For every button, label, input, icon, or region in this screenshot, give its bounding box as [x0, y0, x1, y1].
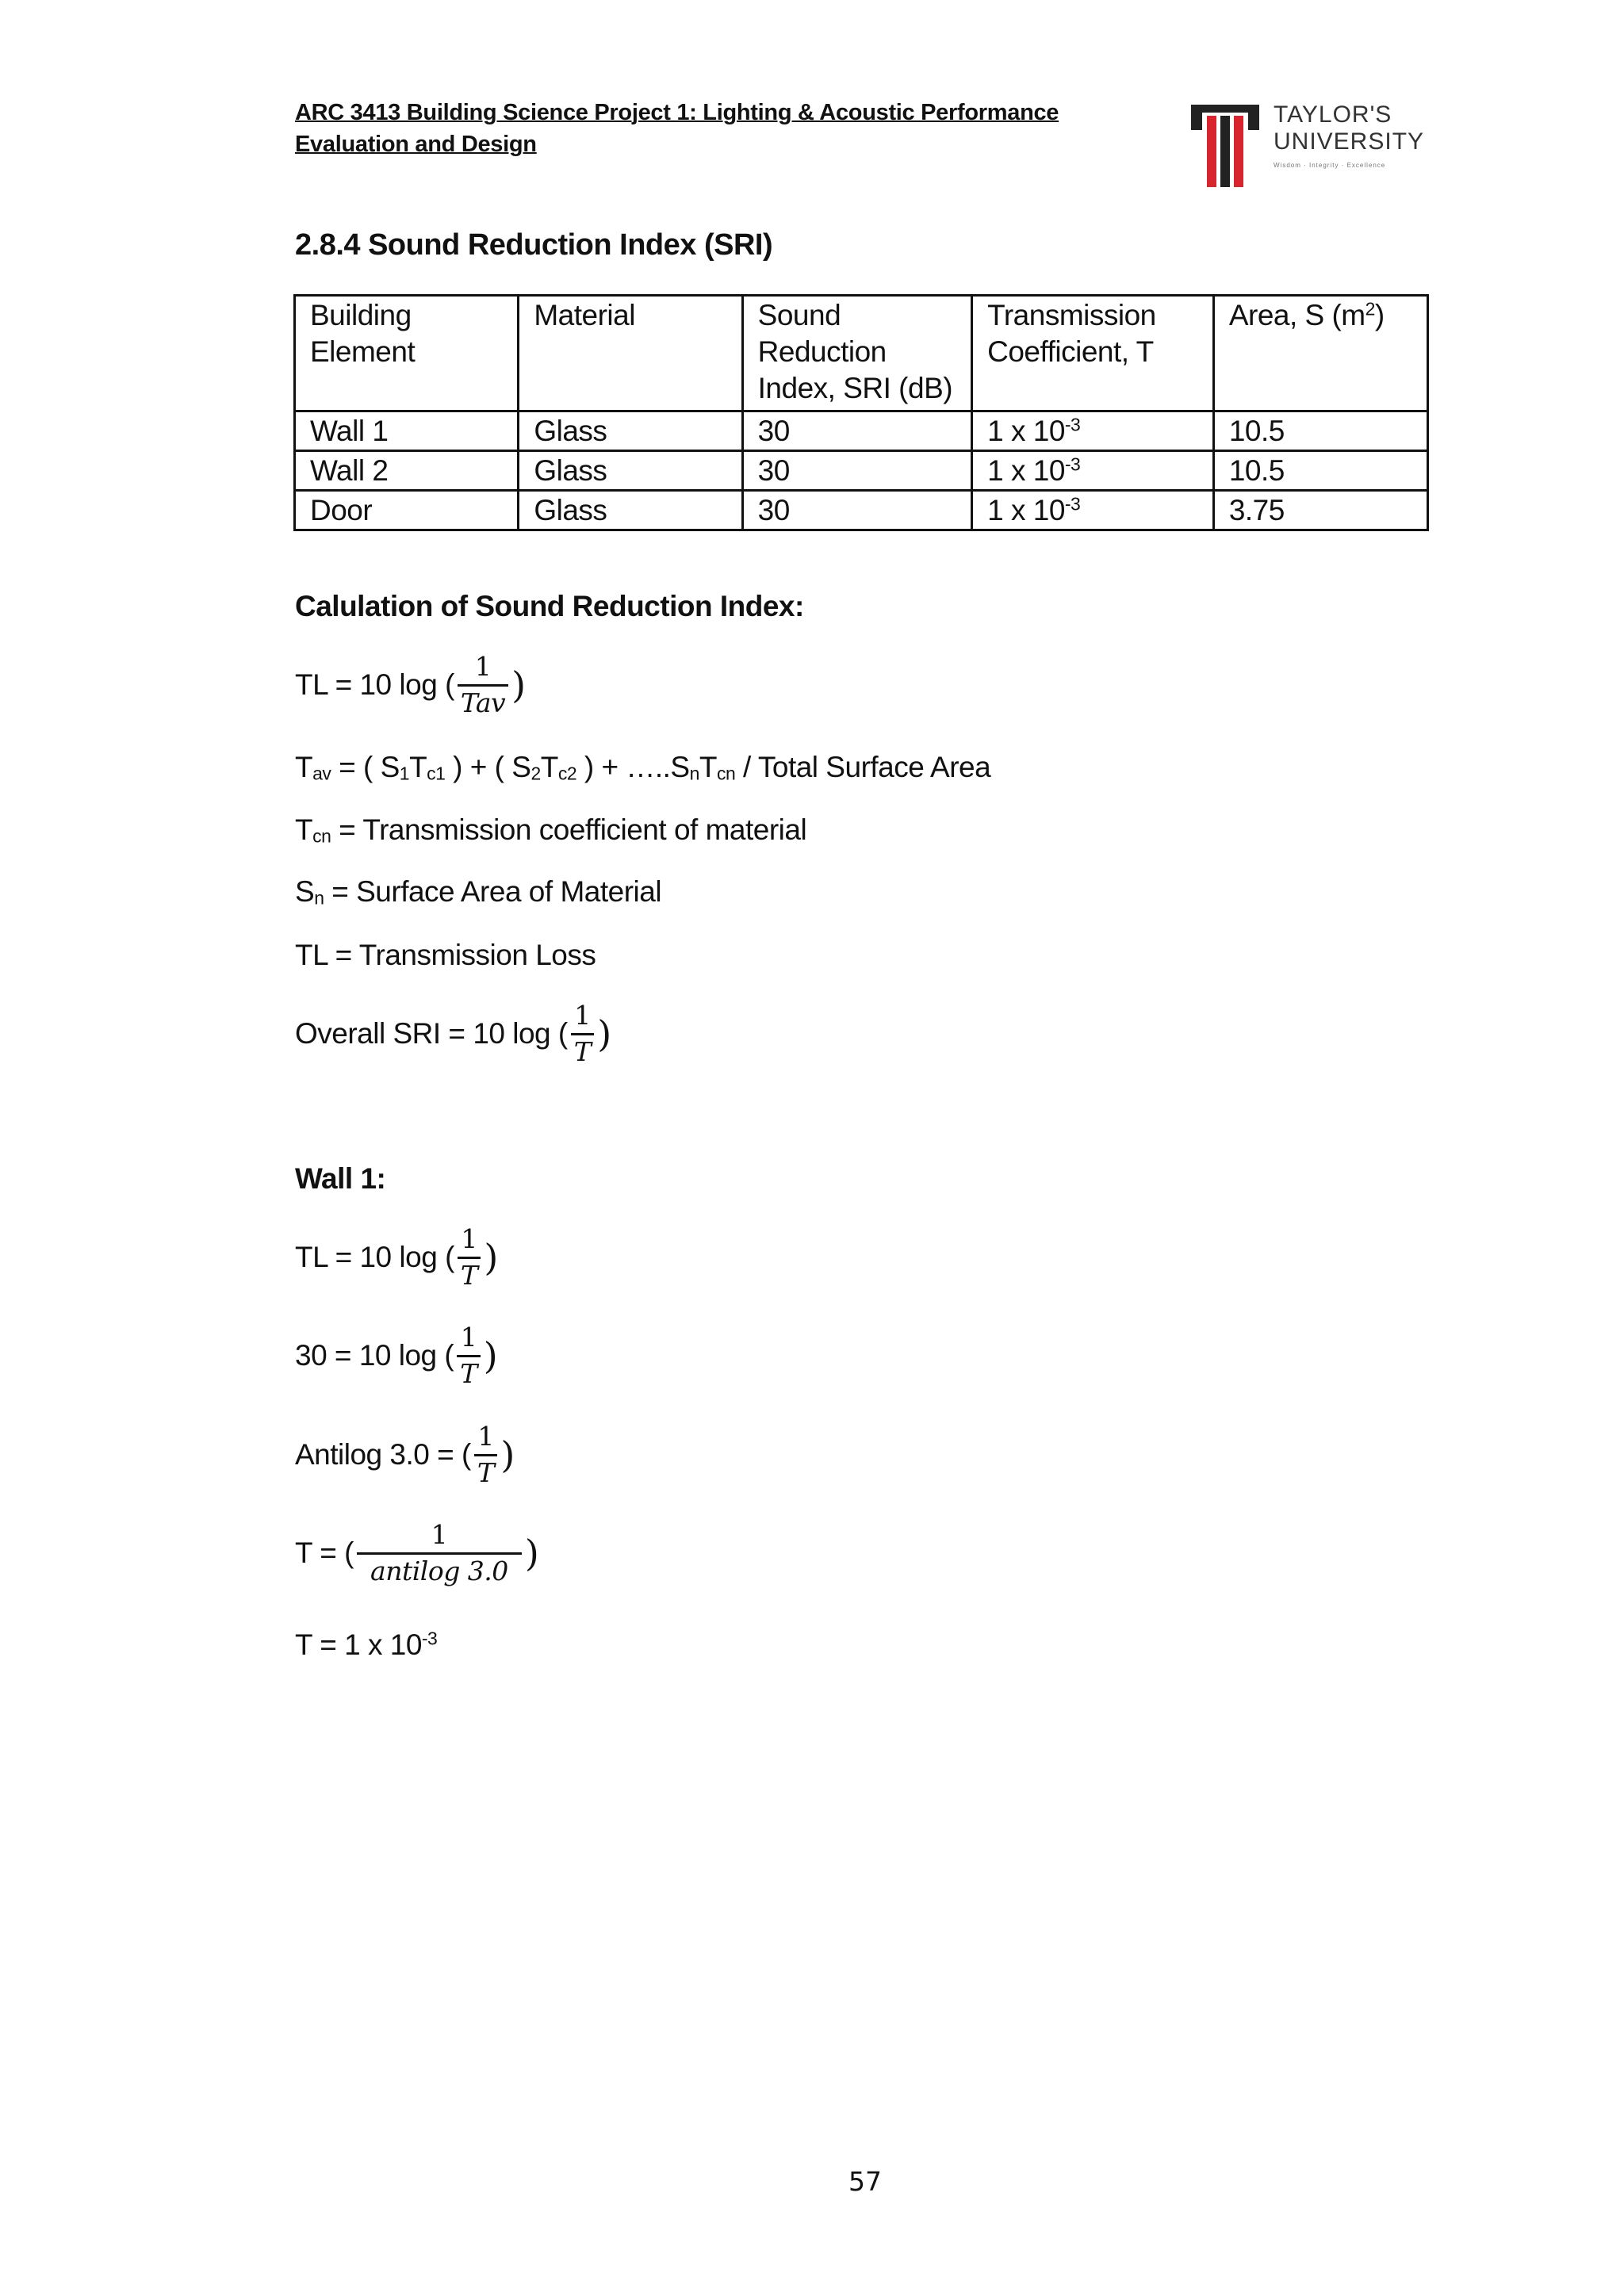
cell-coefficient: 1 x $10^{-3}$: [972, 451, 1214, 491]
tl-formula: TL = 10 log ( $\frac{1}{\text{Tav}}$ ): [295, 651, 526, 718]
table-header-row: [295, 296, 1428, 411]
header-material: Material: [519, 296, 742, 411]
cell-area: 10.5: [1213, 411, 1427, 451]
header-sri: Sound Reduction Index, SRI (dB): [742, 296, 971, 411]
cell-material: Glass: [519, 491, 742, 530]
cell-element: Wall 2: [295, 451, 519, 491]
cell-sri: 30: [742, 491, 971, 530]
document-header: [295, 97, 1059, 160]
wall1-eq1: TL = 10 log ( $\frac{1}{T}$ ): [295, 1223, 498, 1291]
fraction: $\frac{1}{T}$: [571, 1001, 595, 1067]
taylors-crest-icon: [1189, 101, 1261, 189]
university-logo: [1189, 101, 1427, 189]
cell-sri: 30: [742, 451, 971, 491]
wall1-title: Wall 1:: [295, 1162, 386, 1195]
cell-element: Wall 1: [295, 411, 519, 451]
section-title: 2.8.4 Sound Reduction Index (SRI): [295, 228, 773, 262]
fraction: $\frac{1}{\text{Tav}}$: [458, 652, 508, 718]
cell-material: Glass: [519, 411, 742, 451]
fraction: $\frac{1}{T}$: [458, 1224, 481, 1291]
header-transmission-coefficient: Transmission Coefficient, T: [972, 296, 1214, 411]
wall1-result: T = 1 x $10^{-3}$: [295, 1628, 438, 1661]
fraction: $\frac{1}{T}$: [457, 1322, 481, 1389]
wall1-eq3: Antilog 3.0 = ( $\frac{1}{T}$ ): [295, 1421, 515, 1488]
wall1-eq4: T = ( $\frac{1}{\text{antilog 3.0}}$ ): [295, 1519, 539, 1586]
cell-sri: 30: [742, 411, 971, 451]
fraction: $\frac{1}{\text{antilog 3.0}}$: [357, 1520, 522, 1586]
page-number: 57: [848, 2166, 882, 2197]
calculation-title: Calulation of Sound Reduction Index:: [295, 590, 804, 622]
fraction: $\frac{1}{T}$: [474, 1422, 498, 1488]
header-line-1: ARC 3413 Building Science Project 1: Lighting & Acoustic Performance: [295, 100, 1059, 125]
cell-element: Door: [295, 491, 519, 530]
wall1-eq2: 30 = 10 log ( $\frac{1}{T}$ ): [295, 1322, 498, 1389]
cell-material: Glass: [519, 451, 742, 491]
cell-coefficient: 1 x $10^{-3}$: [972, 411, 1214, 451]
header-area: Area, S $(m^2)$: [1213, 296, 1427, 411]
tav-definition: $T_{av}$ = ( $S_1T_{c1}$ ) + ( $S_2T_{c2}$ ) + $\dots..S_nT_{cn}$ / Total Surface Area: [295, 751, 991, 784]
logo-motto: Wisdom · Integrity · Excellence: [1274, 162, 1386, 169]
logo-name: [1274, 101, 1424, 155]
header-line-2: Evaluation and Design: [295, 132, 537, 157]
logo-name-line-2: UNIVERSITY: [1274, 128, 1425, 155]
header-building-element: Building Element: [295, 296, 519, 411]
table-row: [295, 411, 1428, 451]
sri-table: [293, 294, 1429, 531]
overall-sri-formula: Overall SRI = 10 log ( $\frac{1}{T}$ ): [295, 1000, 611, 1067]
tcn-definition: $T_{cn}$ = Transmission coefficient of material: [295, 813, 807, 847]
sn-definition: $S_n$ = Surface Area of Material: [295, 875, 662, 909]
tl-definition: TL = Transmission Loss: [295, 939, 596, 971]
cell-coefficient: 1 x $10^{-3}$: [972, 491, 1214, 530]
cell-area: 3.75: [1213, 491, 1427, 530]
table-row: [295, 491, 1428, 530]
logo-name-line-1: TAYLOR'S: [1274, 101, 1392, 128]
table-row: [295, 451, 1428, 491]
cell-area: 10.5: [1213, 451, 1427, 491]
